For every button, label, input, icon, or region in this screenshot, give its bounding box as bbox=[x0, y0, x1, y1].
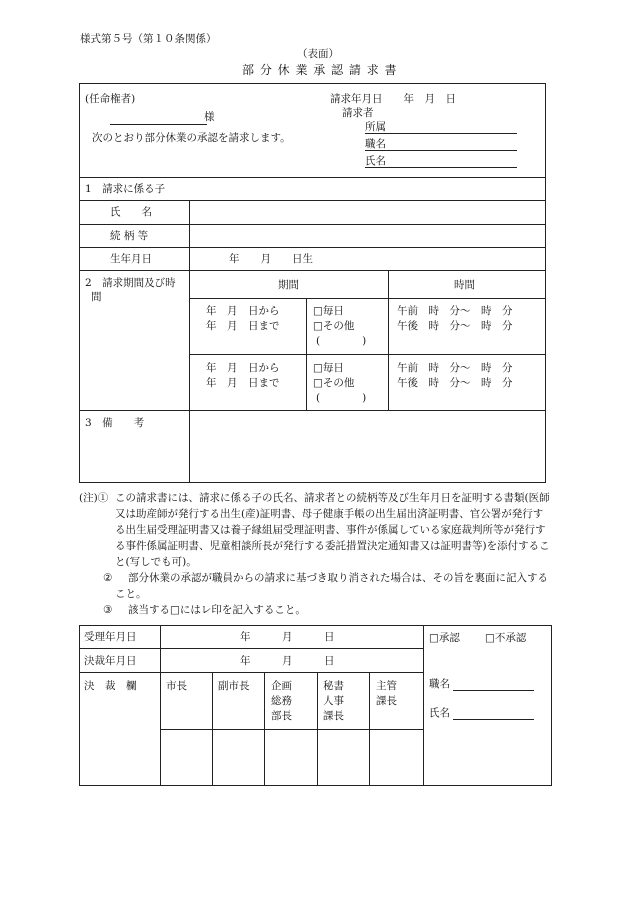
child-birth-value: 年 月 日生 bbox=[229, 253, 313, 265]
planning-header-1: 企画 bbox=[271, 680, 292, 692]
requester-label: 請求者 bbox=[342, 107, 374, 119]
child-relation-field[interactable] bbox=[195, 226, 540, 246]
note-3-mark: ③ bbox=[103, 604, 113, 616]
time-am: 午前 時 分～ 時 分 bbox=[397, 362, 513, 374]
period-to: 年 月 日まで bbox=[206, 320, 280, 332]
approver-name-label: 氏名 bbox=[429, 707, 450, 719]
received-date-label: 受理年月日 bbox=[84, 631, 137, 643]
time-am: 午前 時 分～ 時 分 bbox=[397, 305, 513, 317]
sama-label: 様 bbox=[204, 111, 215, 123]
daily-checkbox[interactable]: □毎日 bbox=[313, 362, 344, 374]
other-detail: ( ) bbox=[316, 392, 367, 404]
child-name-label: 氏 名 bbox=[110, 206, 152, 218]
note-3: 該当する□にはレ印を記入すること。 bbox=[128, 604, 306, 616]
period-from: 年 月 日から bbox=[206, 362, 280, 374]
time-pm: 午後 時 分～ 時 分 bbox=[397, 377, 513, 389]
note-1-mark: (注)① bbox=[79, 492, 109, 504]
dept-label: 所属 bbox=[365, 121, 386, 133]
period-from: 年 月 日から bbox=[206, 305, 280, 317]
chief-header-2: 課長 bbox=[376, 695, 397, 707]
other-checkbox[interactable]: □その他 bbox=[313, 320, 355, 332]
approver-name-field[interactable] bbox=[453, 719, 534, 720]
request-date: 請求年月日 年 月 日 bbox=[330, 93, 456, 105]
disapprove-checkbox[interactable]: □不承認 bbox=[485, 632, 527, 644]
period-section-heading: 2 請求期間及び時 bbox=[85, 277, 176, 289]
form-number: 様式第５号（第１０条関係） bbox=[80, 33, 217, 45]
secretary-header-3: 課長 bbox=[323, 710, 344, 722]
dept-field[interactable] bbox=[365, 133, 517, 134]
child-birth-label: 生年月日 bbox=[110, 253, 152, 265]
time-pm: 午後 時 分～ 時 分 bbox=[397, 320, 513, 332]
daily-checkbox[interactable]: □毎日 bbox=[313, 305, 344, 317]
planning-header-3: 部長 bbox=[271, 710, 292, 722]
appointer-label: (任命権者) bbox=[85, 93, 136, 105]
time-column-header: 時間 bbox=[454, 279, 475, 291]
note-1: この請求書には、請求に係る子の氏名、請求者との続柄等及び生年月日を証明する書類(医師又は助産師が発行する出生(産)証明書、母子健康手帳の出生届出済証明書、官公署が発行する出生届受理証明書又は養子縁組届受理証明書、事件が係属している家庭裁判所等が発行する事件係属証明書、児童相談所長が発行する委託措置決定通知書又は証明書等)を添付すること(写しでも可)。 bbox=[115, 492, 550, 568]
period-section-heading-2: 間 bbox=[91, 291, 102, 303]
vice-mayor-stamp-cell[interactable] bbox=[212, 730, 264, 785]
period-column-header: 期間 bbox=[278, 279, 299, 291]
page-title: 部 分 休 業 承 認 請 求 書 bbox=[242, 63, 398, 77]
approval-column-label: 決 裁 欄 bbox=[84, 680, 137, 692]
remarks-field[interactable] bbox=[195, 414, 540, 478]
form-side: （表面） bbox=[297, 48, 339, 60]
mayor-header: 市長 bbox=[166, 680, 187, 692]
secretary-header-2: 人事 bbox=[323, 695, 344, 707]
vice-mayor-header: 副市長 bbox=[218, 680, 250, 692]
secretary-header-1: 秘書 bbox=[323, 680, 344, 692]
child-relation-label: 続 柄 等 bbox=[110, 230, 149, 242]
approve-checkbox[interactable]: □承認 bbox=[429, 632, 460, 644]
planning-stamp-cell[interactable] bbox=[264, 730, 317, 785]
approver-title-label: 職名 bbox=[429, 678, 450, 690]
received-date-value: 年 月 日 bbox=[240, 631, 335, 643]
planning-header-2: 総務 bbox=[271, 695, 292, 707]
name-field[interactable] bbox=[365, 167, 517, 168]
chief-header-1: 主管 bbox=[376, 680, 397, 692]
mayor-stamp-cell[interactable] bbox=[160, 730, 212, 785]
remarks-heading: 3 備 考 bbox=[85, 417, 145, 429]
period-to: 年 月 日まで bbox=[206, 377, 280, 389]
child-section-heading: 1 請求に係る子 bbox=[85, 183, 166, 195]
note-2: 部分休業の承認が職員からの請求に基づき取り消された場合は、その旨を裏面に記入すること。 bbox=[115, 572, 548, 600]
child-name-field[interactable] bbox=[195, 202, 540, 222]
secretary-stamp-cell[interactable] bbox=[317, 730, 369, 785]
note-2-mark: ② bbox=[103, 572, 113, 584]
chief-stamp-cell[interactable] bbox=[369, 730, 423, 785]
job-title-field[interactable] bbox=[365, 150, 517, 151]
approver-title-field[interactable] bbox=[453, 690, 534, 691]
decided-date-label: 決裁年月日 bbox=[84, 655, 137, 667]
other-checkbox[interactable]: □その他 bbox=[313, 377, 355, 389]
job-title-label: 職名 bbox=[365, 138, 386, 150]
request-statement: 次のとおり部分休業の承認を請求します。 bbox=[92, 132, 291, 144]
decided-date-value: 年 月 日 bbox=[240, 655, 335, 667]
other-detail: ( ) bbox=[316, 335, 367, 347]
name-label: 氏名 bbox=[365, 155, 386, 167]
